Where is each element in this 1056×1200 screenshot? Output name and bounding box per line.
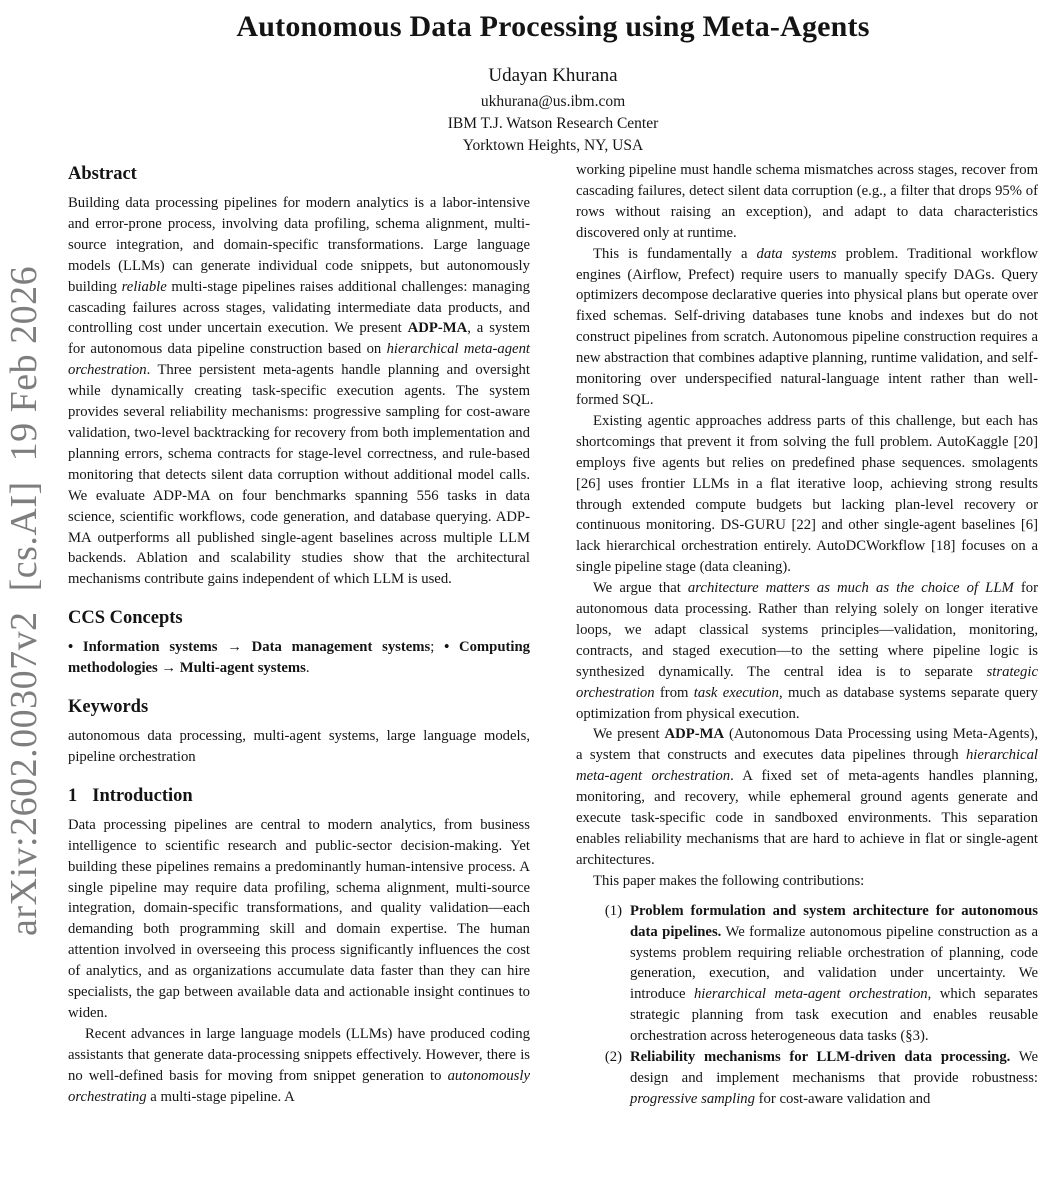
two-column-body	[68, 160, 1038, 1110]
contribution-text: Reliability mechanisms for LLM-driven data processing. We design and implement mechanisms that provide robustness: progressive sampling for cost-aware validation and	[630, 1049, 1038, 1107]
paragraph: We present ADP-MA (Autonomous Data Processing using Meta-Agents), a system that constructs and executes data pipelines through hierarchical meta-agent orchestration. A fixed set of meta-agents handles planning, monitoring, and recovery, while ephemeral ground agents generate and execute task-specific code in sandboxed environments. This separation enables reliability mechanisms that are hard to achieve in flat or single-agent architectures.	[576, 726, 1039, 868]
section-number: 1	[68, 785, 78, 806]
paper-header	[68, 10, 1038, 157]
contribution-text: Problem formulation and system architecture for autonomous data pipelines. We formalize autonomous pipeline construction as a systems problem requiring reliable orchestration of planning, code generation, execution, and validation under uncertainty. We introduce hierarchical meta-agent orchestration, which separates strategic planning from task execution and enables reusable orchestration across heterogeneous data tasks (§3).	[630, 902, 1039, 1045]
keywords-text: autonomous data processing, multi-agent systems, large language models, pipeline orchestration	[68, 728, 530, 765]
paragraph: Data processing pipelines are central to modern analytics, from business intelligence to scientific research and public-sector decision-making. Yet building these pipelines remains a predominantly human-intensive process. A single pipeline may require data profiling, schema alignment, multi-source integration, domain-specific transformations, and quality validation—each demanding both programming skill and domain expertise. The human attention involved in overseeing this process significantly influences the cost of analytics, and as organizations accumulate data faster than they can hire specialists, the gap between available data and actionable insight continues to widen.	[68, 816, 530, 1021]
keywords-heading: Keywords	[68, 697, 149, 718]
paragraph: working pipeline must handle schema mismatches across stages, recover from cascading failures, detect silent data corruption (e.g., a filter that drops 95% of rows without raising an exception), and adapt to data characteristics discovered only at runtime.	[576, 162, 1038, 241]
author-name: Udayan Khurana	[488, 65, 618, 86]
paragraph: Existing agentic approaches address parts of this challenge, but each has shortcomings that prevent it from solving the full problem. AutoKaggle [20] employs five agents but relies on predefined phase sequences. smolagents [26] uses frontier LLMs in a flat iterative loop, achieving strong results through extended compute budgets but lacking plan-level recovery or continuous monitoring. DS-GURU [22] and other single-agent baselines [6] lack hierarchical orchestration entirely. AutoDCWorkflow [18] focuses on a single pipeline stage (data cleaning).	[576, 412, 1038, 576]
left-column	[68, 160, 530, 1108]
abstract-body	[68, 193, 530, 590]
contribution-number: (1)	[604, 902, 622, 919]
paragraph: This is fundamentally a data systems problem. Traditional workflow engines (Airflow, Prefect) require users to manually specify DAGs. Query optimizers decompose declarative queries into physical plans but operate over fixed schemas. Self-driving databases tune knobs and indexes but do not construct pipelines from scratch. Autonomous pipeline construction requires a new abstraction that combines adaptive planning, runtime validation, and self-monitoring over underspecified natural-language intent rather than well-formed SQL.	[576, 245, 1038, 408]
right-column	[576, 160, 1038, 1110]
paragraph: Building data processing pipelines for modern analytics is a labor-intensive and error-prone process, involving data profiling, schema alignment, multi-source integration, and domain-specific transformations. Large language models (LLMs) can generate individual code snippets, but autonomously building reliable multi-stage pipelines raises additional challenges: managing cascading failures across stages, validating intermediate data products, and controlling cost under uncertain execution. We present ADP-MA, a system for autonomous data pipeline construction based on hierarchical meta-agent orchestration. Three persistent meta-agents handle planning and oversight while dynamically creating task-specific execution agents. The system provides several reliability mechanisms: progressive sampling for cost-aware validation, two-level backtracking for recovery from both implementation and planning errors, schema contracts for stage-level correctness, and rule-based monitoring that detects silent data corruption without additional model calls. We evaluate ADP-MA on four benchmarks spanning 556 tasks in data science, scientific workflows, code generation, and database querying. ADP-MA outperforms all published single-agent baselines across multiple LLM backends. Ablation and scalability studies show that the architectural mechanisms contribute gains independent of which LLM is used.	[68, 195, 531, 588]
contribution-number: (2)	[604, 1049, 622, 1066]
right-column-body	[576, 160, 1038, 892]
author-email: ukhurana@us.ibm.com	[480, 93, 626, 110]
arxiv-watermark: arXiv:2602.00307v2 [cs.AI] 19 Feb 2026	[3, 265, 45, 936]
ccs-text: • Information systems → Data management systems; • Computing methodologies → Multi-agent systems.	[68, 639, 530, 677]
paper-title: Autonomous Data Processing using Meta-Agents	[236, 10, 870, 43]
section-title: Introduction	[92, 785, 193, 806]
introduction-body	[68, 815, 530, 1108]
paragraph: We argue that architecture matters as much as the choice of LLM for autonomous data processing. Rather than relying solely on longer iterative loops, we adapt classical systems principles—validation, monitoring, contracts, and staged execution—to the setting where pipeline logic is synthesized dynamically. The central idea is to separate strategic orchestration from task execution, much as database systems separate query optimization from physical execution.	[576, 580, 1038, 722]
author-location: Yorktown Heights, NY, USA	[462, 137, 644, 154]
contribution-item	[588, 1047, 1038, 1110]
paragraph: Recent advances in large language models (LLMs) have produced coding assistants that generate data-processing snippets effectively. However, there is no well-defined basis for moving from snippet generation to autonomously orchestrating a multi-stage pipeline. A	[68, 1025, 530, 1105]
contribution-item	[588, 901, 1038, 1047]
abstract-heading: Abstract	[68, 164, 137, 184]
ccs-heading: CCS Concepts	[68, 608, 183, 629]
introduction-heading	[68, 785, 530, 808]
contributions-list	[588, 901, 1038, 1110]
author-affiliation: IBM T.J. Watson Research Center	[447, 115, 659, 132]
paragraph: This paper makes the following contributions:	[593, 872, 865, 889]
